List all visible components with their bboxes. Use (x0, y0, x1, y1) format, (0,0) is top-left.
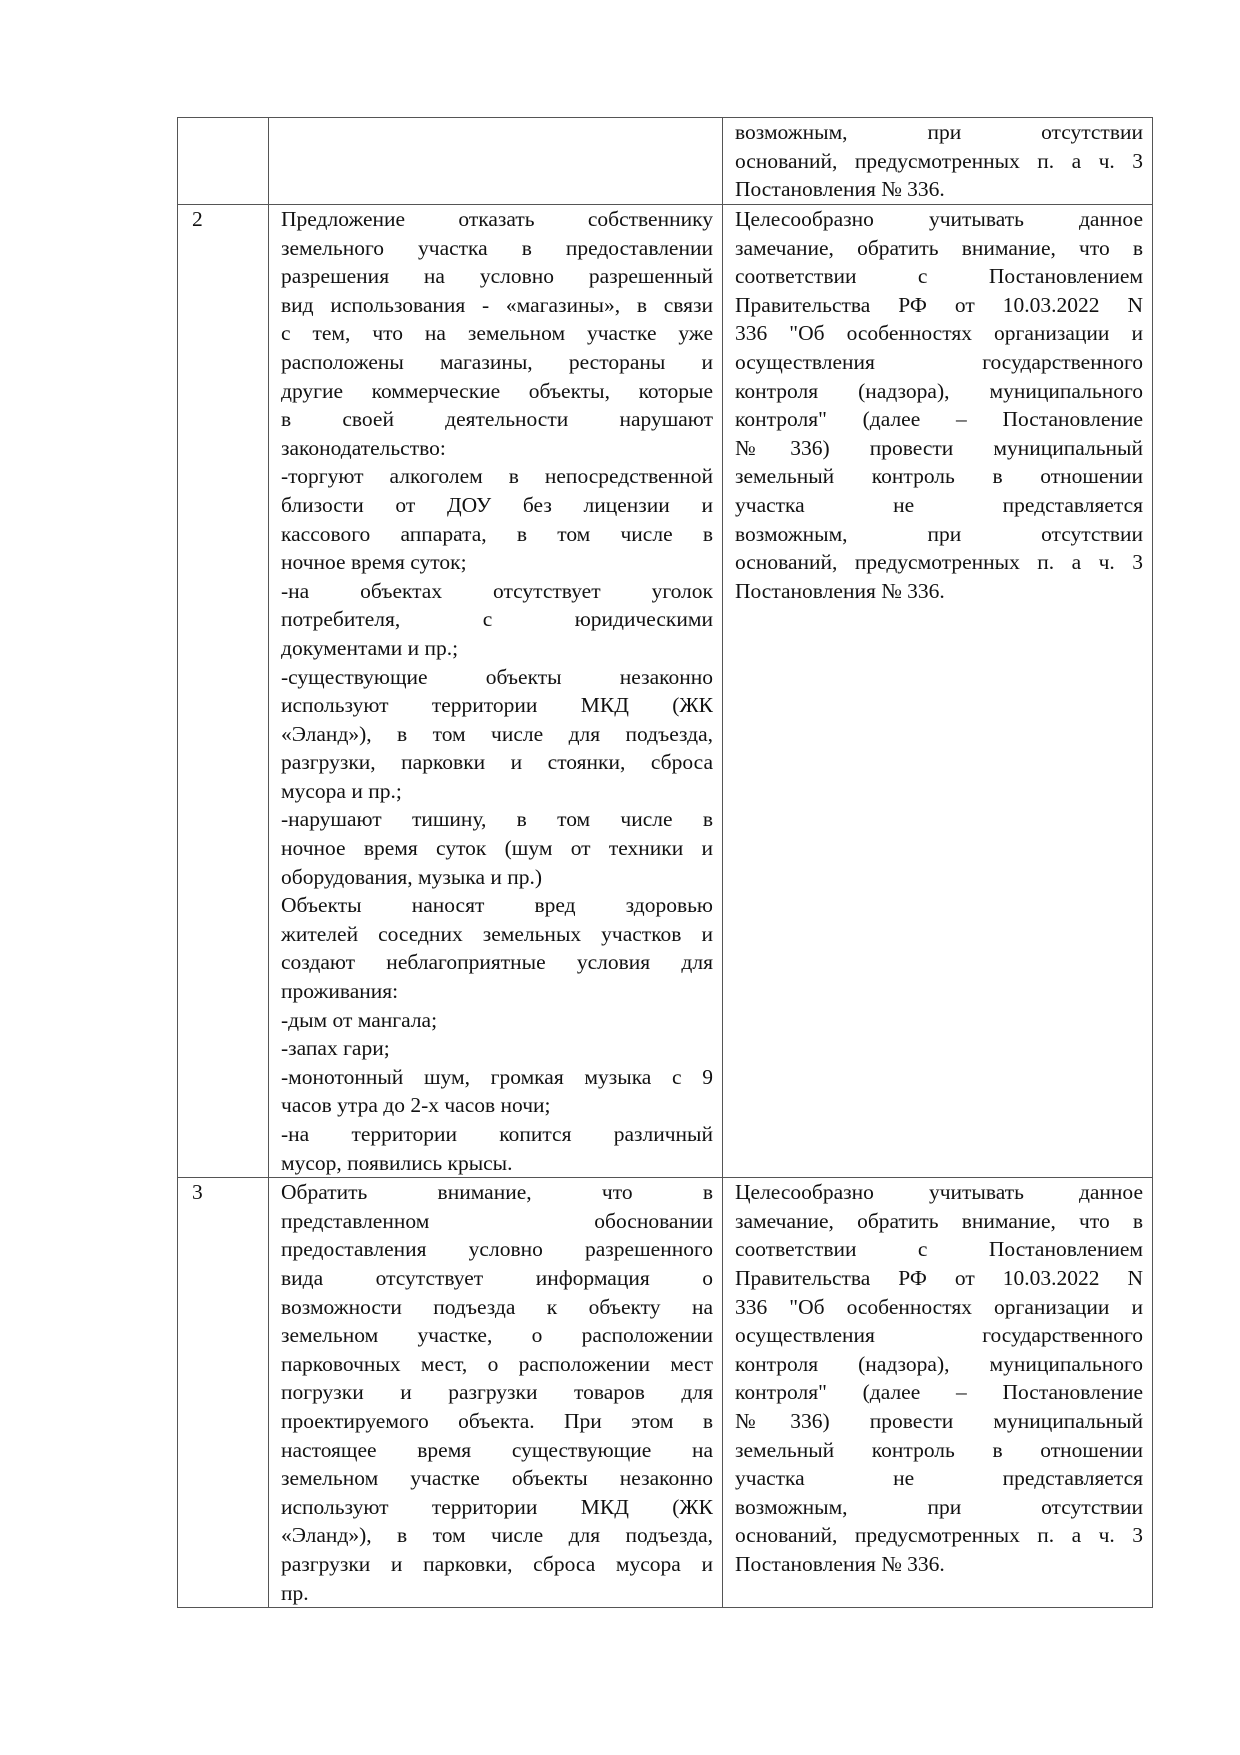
text-line: -существующие объекты незаконно (281, 664, 713, 689)
text-line: жителей соседних земельных участков и (281, 921, 713, 946)
text-line: Целесообразно учитывать данное (735, 1180, 1143, 1205)
text-line: предоставления условно разрешенного (281, 1237, 713, 1262)
row-number: 2 (192, 207, 203, 231)
text-line: контроля (надзора), муниципального (735, 378, 1143, 403)
text-line: Правительства РФ от 10.03.2022 N (735, 292, 1143, 317)
remark-cell (269, 1178, 723, 1608)
text-line: вида отсутствует информация о (281, 1265, 713, 1290)
text-line: -на территории копится различный (281, 1122, 713, 1146)
text-line: погрузки и разгрузки товаров для (281, 1380, 713, 1405)
text-line: №336) провести муниципальный (735, 435, 1143, 460)
text-line: законодательство: (281, 435, 446, 460)
table-row (178, 1178, 1153, 1608)
text-line: «Эланд»), в том числе для подъезда, (281, 1523, 713, 1548)
text-line: земельного участка в предоставлении (281, 235, 713, 260)
text-line: оснований, предусмотренных п. а ч. 3 (735, 1523, 1143, 1548)
text-line: -на объектах отсутствует уголок (281, 578, 713, 603)
text-line: осуществления государственного (735, 349, 1143, 374)
table-row (178, 205, 1153, 1178)
text-line: оснований, предусмотренных п. а ч. 3 (735, 550, 1143, 575)
text-line: используют территории МКД (ЖК (281, 1494, 713, 1519)
text-line: пр. (281, 1580, 309, 1605)
text-line: в своей деятельности нарушают (281, 407, 713, 432)
remarks-table (177, 117, 1153, 1608)
text-line: оснований, предусмотренных п. а ч. 3 (735, 148, 1143, 173)
text-line: земельный контроль в отношении (735, 464, 1143, 489)
answer-cell (723, 1178, 1153, 1608)
text-line: парковочных мест, о расположении мест (281, 1351, 713, 1376)
text-line: Постановления № 336. (735, 1551, 945, 1576)
answer-text (735, 205, 1143, 605)
text-line: разгрузки и парковки, сброса мусора и (281, 1551, 713, 1576)
text-line: земельном участке объекты незаконно (281, 1466, 713, 1491)
text-line: Правительства РФ от 10.03.2022 N (735, 1265, 1143, 1290)
text-line: Предложение отказать собственнику (281, 207, 713, 231)
text-line: Постановления № 336. (735, 177, 945, 202)
text-line: создают неблагоприятные условия для (281, 950, 713, 975)
text-line: мусор, появились крысы. (281, 1150, 513, 1175)
remarks-table-body (178, 118, 1153, 1608)
answer-cell (723, 118, 1153, 205)
text-line: замечание, обратить внимание, что в (735, 235, 1143, 260)
text-line: 336 "Об особенностях организации и (735, 1294, 1143, 1319)
text-line: -нарушают тишину, в том числе в (281, 807, 713, 832)
row-number-cell (178, 118, 269, 205)
text-line: Постановления № 336. (735, 578, 945, 603)
remark-text (281, 205, 713, 1177)
text-line: кассового аппарата, в том числе в (281, 521, 713, 546)
text-line: земельном участке, о расположении (281, 1323, 713, 1348)
remark-cell (269, 205, 723, 1178)
text-line: другие коммерческие объекты, которые (281, 378, 713, 403)
text-line: участка не представляется (735, 1466, 1143, 1491)
text-line: -дым от мангала; (281, 1007, 438, 1032)
answer-cell (723, 205, 1153, 1178)
text-line: -монотонный шум, громкая музыка с 9 (281, 1064, 713, 1089)
text-line: контроля" (далее – Постановление (735, 1380, 1143, 1405)
row-number-cell (178, 205, 269, 1178)
text-line: потребителя, с юридическими (281, 607, 713, 632)
text-line: -запах гари; (281, 1036, 390, 1061)
text-line: мусора и пр.; (281, 778, 402, 803)
text-line: возможным, при отсутствии (735, 1494, 1143, 1519)
text-line: проектируемого объекта. При этом в (281, 1408, 713, 1433)
text-line: соответствии с Постановлением (735, 264, 1143, 289)
text-line: возможным, при отсутствии (735, 120, 1143, 144)
text-line: используют территории МКД (ЖК (281, 693, 713, 718)
text-line: Обратить внимание, что в (281, 1180, 713, 1205)
text-line: замечание, обратить внимание, что в (735, 1208, 1143, 1233)
text-line: 336 "Об особенностях организации и (735, 321, 1143, 346)
text-line: часов утра до 2-х часов ночи; (281, 1093, 551, 1118)
text-line: расположены магазины, рестораны и (281, 349, 713, 374)
answer-text (735, 118, 1143, 204)
text-line: оборудования, музыка и пр.) (281, 864, 543, 889)
row-number: 3 (192, 1180, 203, 1205)
text-line: разрешения на условно разрешенный (281, 264, 713, 289)
text-line: земельный контроль в отношении (735, 1437, 1143, 1462)
text-line: с тем, что на земельном участке уже (281, 321, 713, 346)
text-line: вид использования - «магазины», в связи (281, 292, 713, 317)
text-line: ночное время суток; (281, 550, 467, 575)
text-line: возможным, при отсутствии (735, 521, 1143, 546)
text-line: Объекты наносят вред здоровью (281, 893, 713, 918)
remark-cell (269, 118, 723, 205)
text-line: возможности подъезда к объекту на (281, 1294, 713, 1319)
text-line: Целесообразно учитывать данное (735, 207, 1143, 231)
text-line: документами и пр.; (281, 635, 459, 660)
text-line: участка не представляется (735, 492, 1143, 517)
text-line: контроля" (далее – Постановление (735, 407, 1143, 432)
text-line: ночное время суток (шум от техники и (281, 836, 713, 861)
text-line: «Эланд»), в том числе для подъезда, (281, 721, 713, 746)
text-line: разгрузки, парковки и стоянки, сброса (281, 750, 713, 775)
text-line: осуществления государственного (735, 1323, 1143, 1348)
text-line: соответствии с Постановлением (735, 1237, 1143, 1262)
text-line: представленном обосновании (281, 1208, 713, 1233)
text-line: №336) провести муниципальный (735, 1408, 1143, 1433)
answer-text (735, 1178, 1143, 1578)
table-row (178, 118, 1153, 205)
text-line: настоящее время существующие на (281, 1437, 713, 1462)
text-line: близости от ДОУ без лицензии и (281, 492, 713, 517)
row-number-cell (178, 1178, 269, 1608)
remark-text (281, 1178, 713, 1607)
text-line: -торгуют алкоголем в непосредственной (281, 464, 713, 489)
text-line: проживания: (281, 979, 399, 1004)
text-line: контроля (надзора), муниципального (735, 1351, 1143, 1376)
